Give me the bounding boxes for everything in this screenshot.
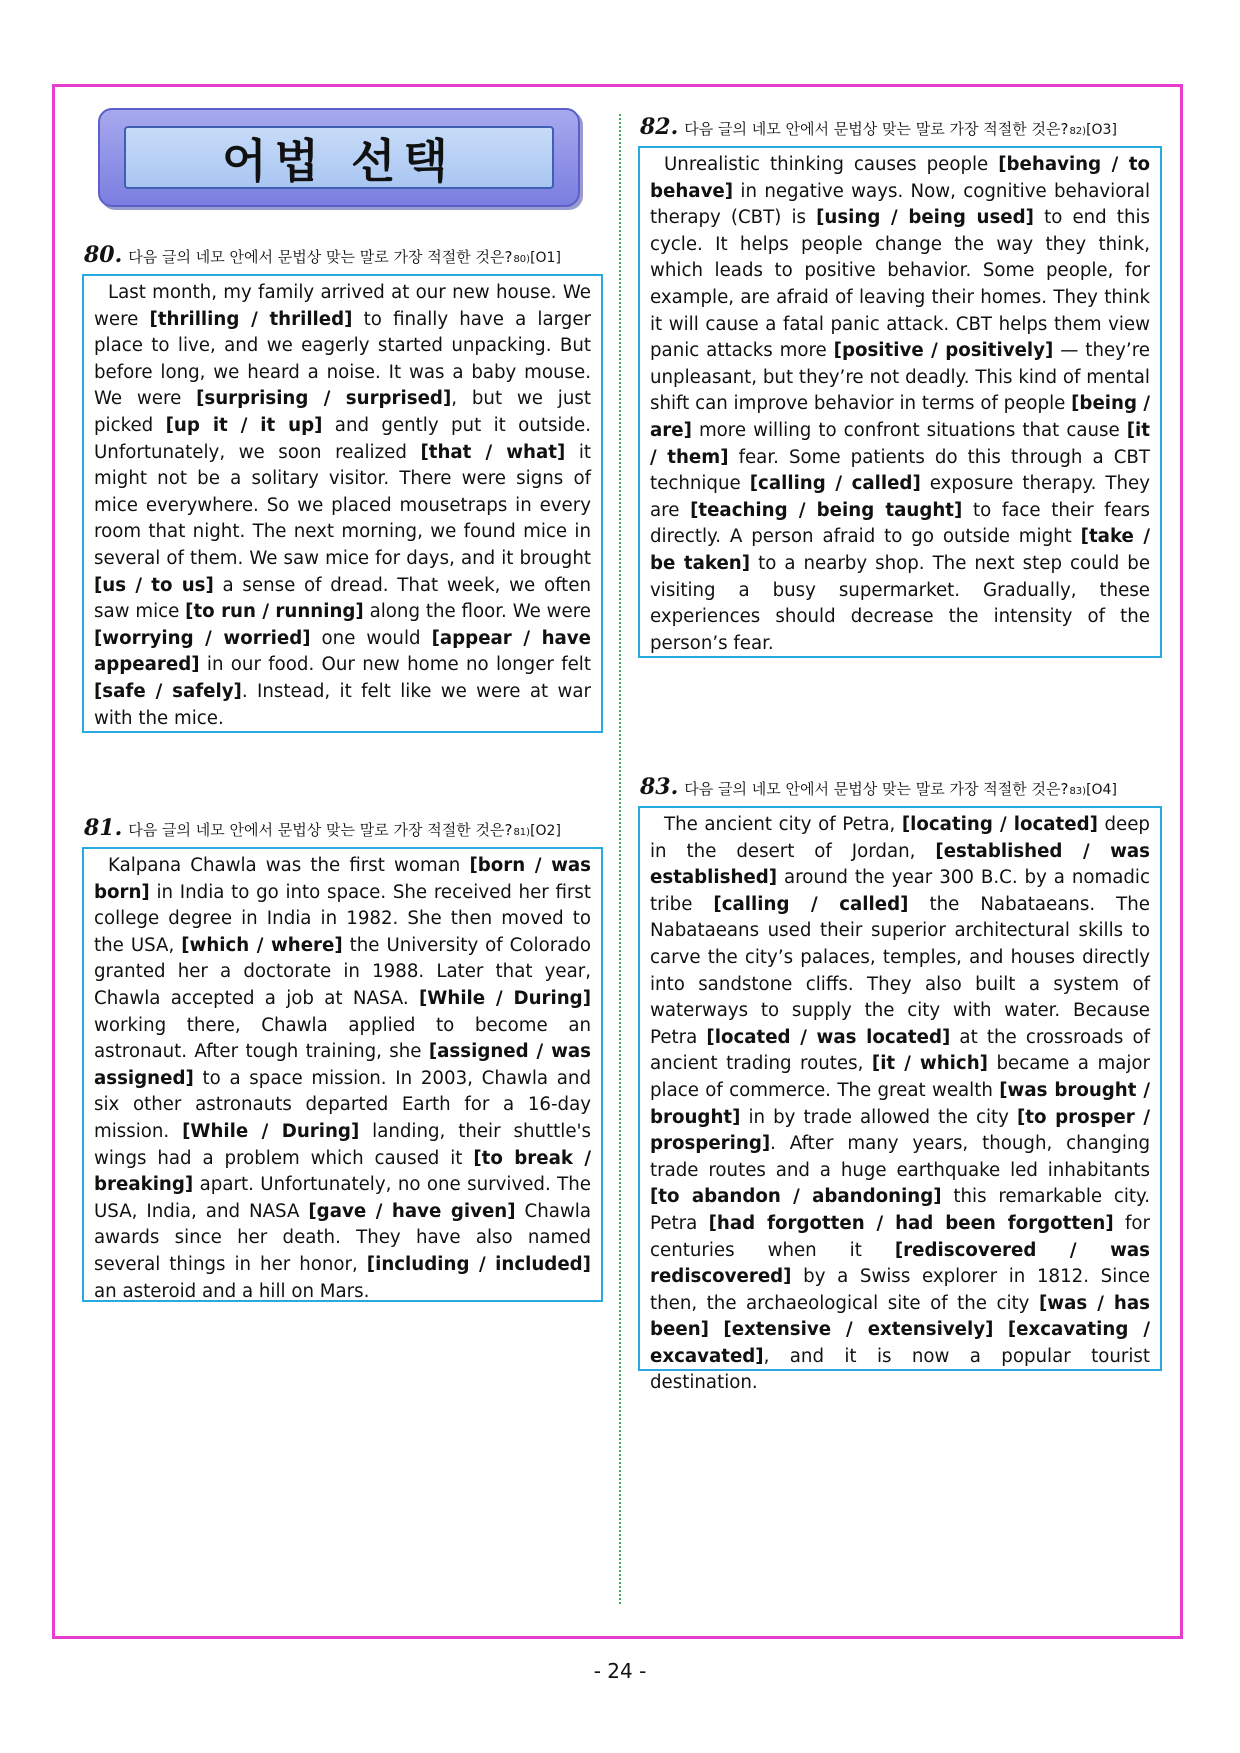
grammar-choice: [born / was born] (94, 855, 592, 903)
grammar-choice: [locating / located] (901, 814, 1098, 835)
passage-text: Unrealistic thinking causes people [behaving / to behave] in negative ways. Now, cognitive behavioral therapy (CBT) is [using / being used] to end this cycle. It helps people change the way they think, which leads to positive behavior. Some people, for example, are afraid of leaving their homes. They think it will cause a fatal panic attack. CBT helps them view panic attacks more [positive / positively] — they’re unpleasant, but they’re not deadly. This kind of mental shift can improve behavior in terms of people [being / are] more willing to confront situations that cause [it / them] fear. Some patients do this through a CBT technique [calling / called] exposure therapy. They are [teaching / being taught] to face their fears directly. A person afraid to go outside might [take / be taken] to a nearby shop. The next step could be visiting a busy supermarket. Gradually, these experiences should decrease the intensity of the person’s fear. (650, 154, 1151, 654)
grammar-choice: [While / During] (419, 987, 592, 1009)
question-code: [O2] (530, 823, 561, 839)
question-header-80 (84, 242, 561, 268)
question-ref: 80) (513, 254, 531, 265)
passage-text: The ancient city of Petra, [locating / located] deep in the desert of Jordan, [established / was established] around the year 300 B.C. by a nomadic tribe [calling / called] the Nabataeans. The Nabataeans used their superior architectural skills to carve the city’s palaces, temples, and houses directly into sandstone cliffs. They also built a system of waterways to supply the city with water. Because Petra [located / was located] at the crossroads of ancient trading routes, [it / which] became a major place of commerce. The great wealth [was brought / brought] in by trade allowed the city [to prosper / prospering]. After many years, though, changing trade routes and a huge earthquake led inhabitants [to abandon / abandoning] this remarkable city. Petra [had forgotten / had been forgotten] for centuries when it [rediscovered / was rediscovered] by a Swiss explorer in 1812. Since then, the archaeological site of the city [was / has been] [extensive / extensively] [excavating / excavated], and it is now a popular tourist destination. (650, 814, 1151, 1394)
passage-82 (638, 146, 1162, 658)
question-code: [O1] (530, 250, 561, 266)
question-prompt: 다음 글의 네모 안에서 문법상 맞는 말로 가장 적절한 것은? (128, 248, 513, 266)
grammar-choice: [to prosper / prospering] (650, 1106, 1150, 1155)
grammar-choice: [positive / positively] (833, 340, 1054, 362)
grammar-choice: [teaching / being taught] (690, 499, 963, 521)
grammar-choice: [it / which] (871, 1053, 988, 1075)
grammar-choice: [up it / it up] (165, 414, 323, 436)
passage-83 (638, 806, 1162, 1394)
question-ref: 81) (513, 827, 531, 838)
grammar-choice: [to abandon / abandoning] (650, 1186, 942, 1208)
section-title-panel (124, 126, 554, 189)
grammar-choice: [assigned / was assigned] (94, 1041, 591, 1089)
passage-text: Last month, my family arrived at our new house. We were [thrilling / thrilled] to finally have a larger place to live, and we eagerly started unpacking. But before long, we heard a noise. It was a baby mouse. We were [surprising / surprised], but we just picked [up it / it up] and gently put it outside. Unfortunately, we soon realized [that / what] it might not be a solitary visitor. There were signs of mice everywhere. So we placed mousetraps in every room that night. The next morning, we found mice in several of them. We saw mice for days, and it brought [us / to us] a sense of dread. That week, we often saw mice [to run / running] along the floor. We were [worrying / worried] one would [appear / have appeared] in our food. Our new home no longer felt [safe / safely]. Instead, it felt like we were at war with the mice. (94, 282, 592, 729)
grammar-choice: [worrying / worried] (94, 627, 311, 649)
grammar-choice: [safe / safely] (94, 680, 242, 702)
grammar-choice: [which / where] (181, 934, 343, 956)
question-code: [O3] (1086, 122, 1117, 138)
question-prompt: 다음 글의 네모 안에서 문법상 맞는 말로 가장 적절한 것은? (128, 821, 513, 839)
grammar-choice: [to break / breaking] (94, 1147, 592, 1196)
page-number: - 24 - (593, 1659, 647, 1683)
question-ref: 82) (1069, 126, 1087, 137)
question-header-83 (640, 774, 1117, 800)
grammar-choice: [thrilling / thrilled] (149, 308, 353, 330)
grammar-choice: [rediscovered / was rediscovered] (650, 1239, 1150, 1288)
grammar-choice: [surprising / surprised] (196, 388, 452, 410)
grammar-choice: [appear / have appeared] (94, 627, 591, 676)
grammar-choice: [established / was established] (650, 840, 1150, 889)
question-ref: 83) (1069, 786, 1087, 797)
question-prompt: 다음 글의 네모 안에서 문법상 맞는 말로 가장 적절한 것은? (684, 120, 1069, 138)
grammar-choice: [had forgotten / had been forgotten] (708, 1212, 1114, 1234)
passage-81 (82, 847, 603, 1302)
question-header-81 (84, 815, 561, 841)
grammar-choice: [gave / have given] (308, 1200, 516, 1222)
passage-80 (82, 274, 603, 733)
grammar-choice: [it / them] (650, 419, 1150, 468)
grammar-choice: [calling / called] (749, 473, 921, 495)
question-header-82 (640, 114, 1117, 140)
grammar-choice: [While / During] (182, 1120, 360, 1142)
grammar-choice: [calling / called] (713, 893, 909, 915)
grammar-choice: [being / are] (650, 393, 1150, 441)
grammar-choice: [behaving / to behave] (650, 154, 1150, 202)
grammar-choice: [including / included] (366, 1253, 591, 1275)
grammar-choice: [us / to us] (94, 574, 214, 596)
grammar-choice: [to run / running] (185, 601, 364, 623)
question-prompt: 다음 글의 네모 안에서 문법상 맞는 말로 가장 적절한 것은? (684, 780, 1069, 798)
grammar-choice: [that / what] (420, 441, 566, 463)
grammar-choice: [excavating / excavated] (650, 1319, 1150, 1367)
question-number: 82. (640, 114, 679, 140)
grammar-choice: [was brought / brought] (650, 1079, 1150, 1128)
question-number: 81. (84, 815, 123, 841)
grammar-choice: [using / being used] (816, 207, 1034, 229)
column-divider (619, 114, 621, 1604)
section-title-box (98, 108, 580, 207)
grammar-choice: [located / was located] (706, 1026, 951, 1048)
grammar-choice: [take / be taken] (650, 526, 1150, 574)
passage-text: Kalpana Chawla was the first woman [born / was born] in India to go into space. She received her first college degree in India in 1982. She then moved to the USA, [which / where] the University of Colorado granted her a doctorate in 1988. Later that year, Chawla accepted a job at NASA. [While / During] working there, Chawla applied to become an astronaut. After tough training, she [assigned / was assigned] to a space mission. In 2003, Chawla and six other astronauts departed Earth for a 16-day mission. [While / During] landing, their shuttle's wings had a problem which caused it [to break / breaking] apart. Unfortunately, no one survived. The USA, India, and NASA [gave / have given] Chawla awards since her death. They have also named several things in her honor, [including / included] an asteroid and a hill on Mars. (94, 855, 592, 1302)
section-title: 어법 선택 (222, 133, 456, 188)
question-number: 83. (640, 774, 679, 800)
question-code: [O4] (1086, 782, 1117, 798)
question-number: 80. (84, 242, 123, 268)
grammar-choice: [extensive / extensively] (723, 1319, 994, 1341)
grammar-choice: [was / has been] (650, 1292, 1150, 1341)
